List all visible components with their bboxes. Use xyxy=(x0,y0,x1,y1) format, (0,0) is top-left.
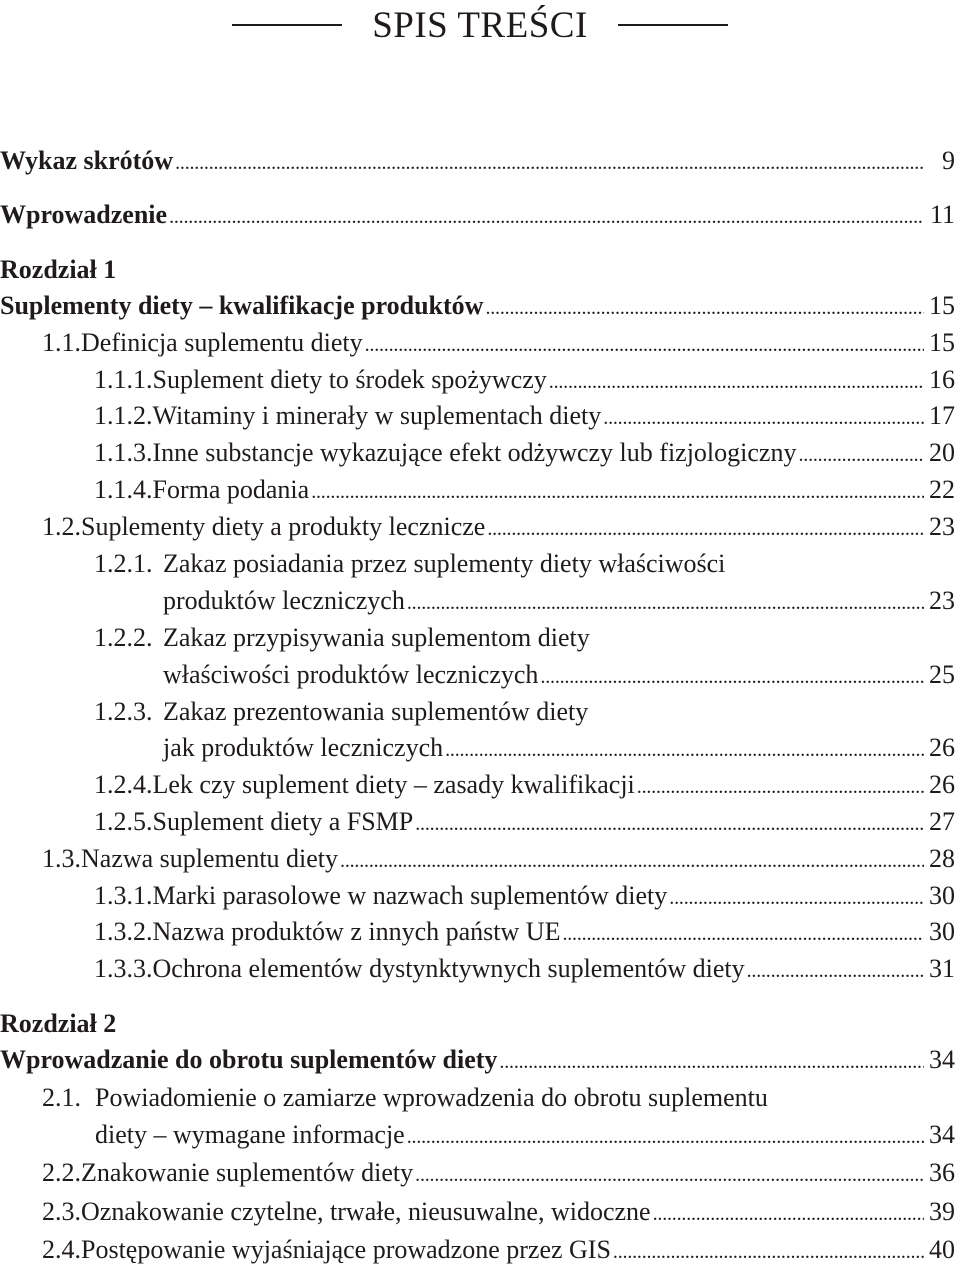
toc-entry-text: Definicja suplementu diety xyxy=(81,328,363,357)
toc-entry-number: 1.3. xyxy=(42,844,81,873)
dot-leader xyxy=(562,918,924,950)
toc-entry-wprowadzenie[interactable] xyxy=(0,199,955,233)
toc-entry-firstline[interactable] xyxy=(0,622,955,654)
dot-leader xyxy=(445,734,924,766)
toc-entry[interactable] xyxy=(0,880,955,914)
dot-leader xyxy=(798,439,924,471)
toc-entry-page: 27 xyxy=(929,807,955,836)
dot-leader xyxy=(747,955,924,987)
toc-entry-continuation[interactable] xyxy=(0,1119,955,1153)
toc-entry-firstline[interactable] xyxy=(0,548,955,580)
toc-entry-page: 11 xyxy=(929,200,955,229)
toc-entry[interactable] xyxy=(0,1157,955,1191)
toc-entry-firstline[interactable] xyxy=(0,1082,955,1114)
toc-entry-continuation[interactable] xyxy=(0,732,955,766)
dot-leader xyxy=(169,201,924,233)
toc-entry-text: Powiadomienie o zamiarze wprowadzenia do obrotu suplementu xyxy=(95,1083,768,1112)
toc-entry-page: 34 xyxy=(929,1045,955,1074)
toc-entry-number: 1.1.1. xyxy=(94,365,153,394)
page-header xyxy=(0,4,960,46)
toc-entry-page: 26 xyxy=(929,733,955,762)
dot-leader xyxy=(415,808,924,840)
dot-leader xyxy=(603,402,924,434)
toc-entry-number: 1.1.2. xyxy=(94,401,153,430)
dot-leader xyxy=(340,845,924,877)
toc-entry-text: Wprowadzanie do obrotu suplementów diety xyxy=(0,1045,498,1074)
dot-leader xyxy=(613,1236,924,1268)
toc-entry-text: Nazwa produktów z innych państw UE xyxy=(152,917,561,946)
dot-leader xyxy=(499,1046,924,1078)
toc-entry-text: Suplementy diety – kwalifikacje produktów xyxy=(0,291,484,320)
toc-entry[interactable] xyxy=(0,511,955,545)
toc-entry-text: Suplement diety a FSMP xyxy=(152,807,414,836)
header-rule-right xyxy=(618,24,728,26)
toc-entry[interactable] xyxy=(0,400,955,434)
toc-entry-continuation[interactable] xyxy=(0,659,955,693)
toc-entry-text: Lek czy suplement diety – zasady kwalifikacji xyxy=(152,770,635,799)
dot-leader xyxy=(549,366,924,398)
toc-entry[interactable] xyxy=(0,953,955,987)
dot-leader xyxy=(669,882,924,914)
dot-leader xyxy=(311,476,924,508)
toc-entry-page: 39 xyxy=(929,1197,955,1226)
toc-entry-text: Postępowanie wyjaśniające prowadzone przez GIS xyxy=(81,1235,611,1264)
toc-entry-firstline[interactable] xyxy=(0,696,955,728)
toc-entry-page: 16 xyxy=(929,365,955,394)
toc-entry-number: 1.3.1. xyxy=(94,881,153,910)
dot-leader xyxy=(175,147,924,179)
toc-entry-number: 1.3.3. xyxy=(94,954,153,983)
toc-entry-wykaz[interactable] xyxy=(0,145,955,179)
chapter-label: Rozdział 2 xyxy=(0,1009,117,1038)
toc-entry-text: Wprowadzenie xyxy=(0,200,168,229)
dot-leader xyxy=(487,513,924,545)
toc-entry[interactable] xyxy=(0,769,955,803)
toc-entry-text: Znakowanie suplementów diety xyxy=(81,1158,414,1187)
toc-entry-page: 40 xyxy=(929,1235,955,1264)
toc-entry-text: produktów leczniczych xyxy=(163,586,405,615)
toc-entry-text: Oznakowanie czytelne, trwałe, nieusuwalne, widoczne xyxy=(81,1197,651,1226)
header-rule-left xyxy=(232,24,342,26)
toc-entry-text: Nazwa suplementu diety xyxy=(81,844,339,873)
toc-entry-number: 1.2.4. xyxy=(94,770,153,799)
toc-entry-number: 1.2.3. xyxy=(94,697,153,726)
toc-entry-number: 2.1. xyxy=(42,1083,81,1112)
toc-entry[interactable] xyxy=(0,916,955,950)
toc-entry-text: właściwości produktów leczniczych xyxy=(163,660,539,689)
toc-entry-number: 1.1.3. xyxy=(94,438,153,467)
toc-entry-page: 23 xyxy=(929,512,955,541)
dot-leader xyxy=(365,329,924,361)
page-title: SPIS TREŚCI xyxy=(372,4,588,46)
toc-entry-page: 31 xyxy=(929,954,955,983)
toc-entry-text: jak produktów leczniczych xyxy=(163,733,444,762)
toc-entry-text: Suplement diety to środek spożywczy xyxy=(152,365,547,394)
toc-entry-text: Forma podania xyxy=(152,475,310,504)
toc-entry-text: Zakaz posiadania przez suplementy diety właściwości xyxy=(163,549,726,578)
toc-entry-page: 36 xyxy=(929,1158,955,1187)
toc-entry[interactable] xyxy=(0,806,955,840)
toc-entry-page: 17 xyxy=(929,401,955,430)
dot-leader xyxy=(407,587,924,619)
toc-entry-number: 1.3.2. xyxy=(94,917,153,946)
toc-entry-page: 15 xyxy=(929,328,955,357)
dot-leader xyxy=(415,1159,924,1191)
toc-entry-page: 22 xyxy=(929,475,955,504)
toc-entry[interactable] xyxy=(0,437,955,471)
dot-leader xyxy=(637,771,924,803)
toc-entry-text: Zakaz prezentowania suplementów diety xyxy=(163,697,589,726)
toc-entry-text: Ochrona elementów dystynktywnych suplementów diety xyxy=(152,954,745,983)
toc-entry-number: 1.1. xyxy=(42,328,81,357)
toc-entry-text: Inne substancje wykazujące efekt odżywczy lub fizjologiczny xyxy=(152,438,797,467)
chapter-title[interactable] xyxy=(0,1044,955,1078)
dot-leader xyxy=(407,1121,924,1153)
toc-entry-page: 30 xyxy=(929,881,955,910)
toc-entry[interactable] xyxy=(0,327,955,361)
dot-leader xyxy=(540,661,924,693)
toc-entry[interactable] xyxy=(0,474,955,508)
toc-entry-number: 2.2. xyxy=(42,1158,81,1187)
toc-entry-page: 34 xyxy=(929,1120,955,1149)
toc-entry-page: 30 xyxy=(929,917,955,946)
toc-entry[interactable] xyxy=(0,843,955,877)
toc-entry-number: 1.2.1. xyxy=(94,549,153,578)
dot-leader xyxy=(653,1198,924,1230)
chapter-label: Rozdział 1 xyxy=(0,255,117,284)
toc-entry-number: 2.4. xyxy=(42,1235,81,1264)
toc-entry-page: 23 xyxy=(929,586,955,615)
toc-entry-number: 2.3. xyxy=(42,1197,81,1226)
toc-entry-page: 25 xyxy=(929,660,955,689)
toc-entry-text: Suplementy diety a produkty lecznicze xyxy=(81,512,486,541)
toc-entry-page: 9 xyxy=(942,146,955,175)
dot-leader xyxy=(485,292,924,324)
toc-entry-number: 1.1.4. xyxy=(94,475,153,504)
toc-entry-text: diety – wymagane informacje xyxy=(95,1120,405,1149)
toc-entry[interactable] xyxy=(0,364,955,398)
toc-entry[interactable] xyxy=(0,1234,955,1268)
toc-entry-text: Marki parasolowe w nazwach suplementów diety xyxy=(152,881,668,910)
toc-entry-text: Zakaz przypisywania suplementom diety xyxy=(163,623,590,652)
toc-entry-page: 28 xyxy=(929,844,955,873)
toc-entry-text: Wykaz skrótów xyxy=(0,146,174,175)
toc-entry-page: 20 xyxy=(929,438,955,467)
toc-entry-continuation[interactable] xyxy=(0,585,955,619)
toc-entry-number: 1.2. xyxy=(42,512,81,541)
toc-entry-number: 1.2.5. xyxy=(94,807,153,836)
chapter-title[interactable] xyxy=(0,290,955,324)
toc-entry-page: 15 xyxy=(929,291,955,320)
toc-entry-number: 1.2.2. xyxy=(94,623,153,652)
toc-entry[interactable] xyxy=(0,1196,955,1230)
toc-entry-text: Witaminy i minerały w suplementach diety xyxy=(152,401,602,430)
toc-entry-page: 26 xyxy=(929,770,955,799)
